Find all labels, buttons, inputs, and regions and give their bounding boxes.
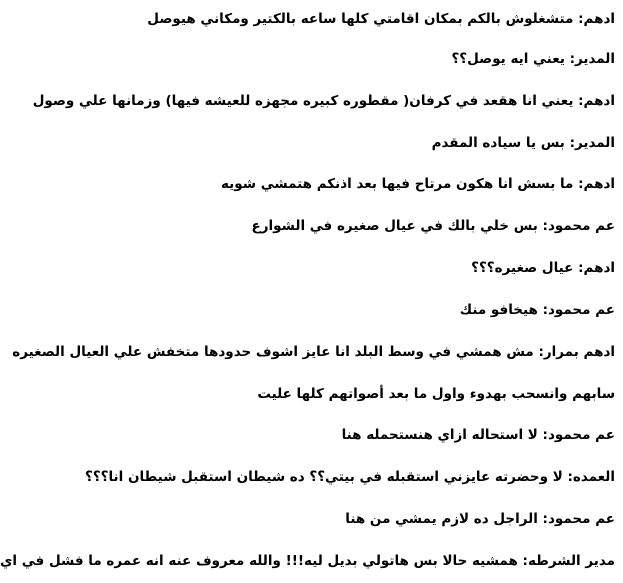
text-line: عم محمود: الراجل ده لازم يمشي من هنا (345, 511, 615, 527)
text-line: ادهم بمرار: مش همشي في وسط البلد انا عايز اشوف حدودها متخفش علي العيال الصغيره (12, 344, 615, 360)
text-line: العمده: لا وحضرته عايزني استقبله في بيتي؟؟ ده شيطان استقبل شيطان انا؟؟؟ (84, 469, 615, 485)
text-line: المدير: بس يا سياده المقدم (431, 135, 615, 151)
text-line: عم محمود: هيخافو منك (459, 302, 615, 318)
text-line: ادهم: عيال صغيره؟؟؟ (471, 260, 615, 276)
text-line: سابهم وانسحب بهدوء واول ما بعد أصواتهم كلها عليت (257, 386, 615, 402)
text-line: ادهم: يعني انا هقعد في كرفان( مقطوره كبيره مجهزه للعيشه فيها) وزمانها علي وصول (32, 93, 615, 109)
text-line: المدير: يعني ايه يوصل؟؟ (451, 51, 615, 67)
text-line: ادهم: متشغلوش بالكم بمكان اقامتي كلها ساعه بالكتير ومكاني هيوصل (147, 11, 615, 27)
text-line: عم محمود: لا استحاله ازاي هنستحمله هنا (341, 427, 615, 443)
text-line: مدير الشرطه: همشيه حالا بس هاتولي بديل ليه!!! والله معروف عنه انه عمره ما فشل في اي (0, 553, 615, 569)
text-line: ادهم: ما بسش انا هكون مرتاح فيها بعد اذنكم هتمشي شويه (221, 176, 615, 192)
text-line: عم محمود: بس خلي بالك في عيال صغيره في الشوارع (251, 218, 615, 234)
